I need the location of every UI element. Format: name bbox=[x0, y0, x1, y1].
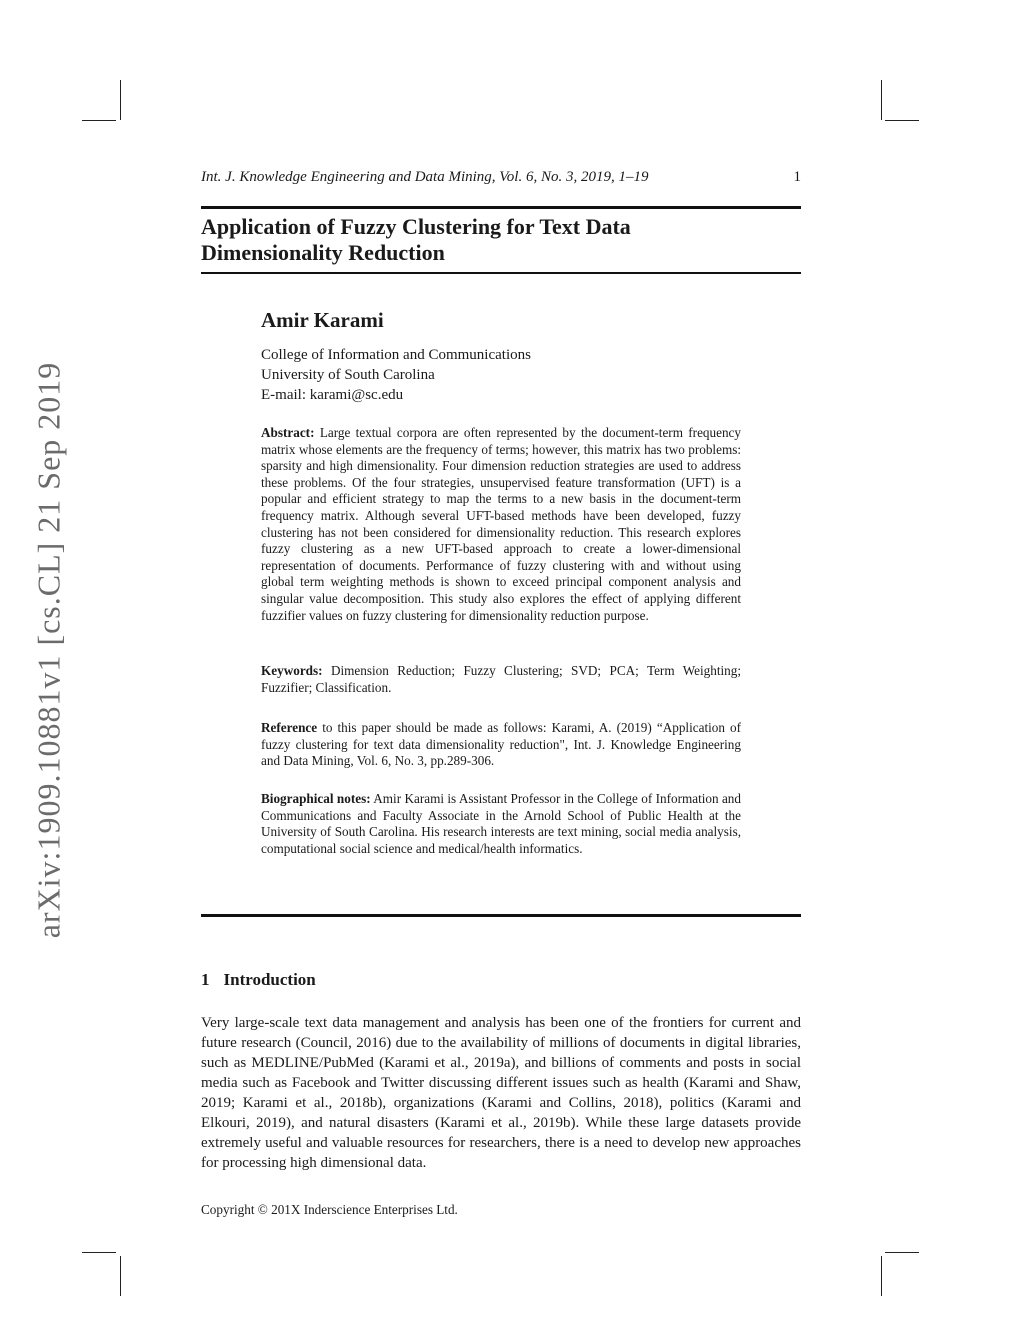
section-number: 1 bbox=[201, 970, 210, 989]
page-number: 1 bbox=[793, 169, 801, 185]
paper-title bbox=[201, 214, 801, 266]
reference-text: to this paper should be made as follows: Karami, A. (2019) “Application of fuzzy clustering for text data dimensionality reduction", Int. J. Knowledge Engineering and Data Mining, Vol. 6, No. 3, pp.289-306. bbox=[261, 720, 741, 769]
keywords bbox=[261, 663, 741, 696]
abstract-text: Large textual corpora are often represented by the document-term frequency matrix whose elements are the frequency of terms; however, this matrix has two problems: sparsity and high dimensionality. Four dimension reduction strategies are used to address these problems. Of the four strategies, unsupervised feature transformation (UFT) is a popular and efficient strategy to map the terms to a new basis in the document-term frequency matrix. Although several UFT-based methods have been developed, fuzzy clustering has not been considered for dimensionality reduction. This research explores fuzzy clustering as a new UFT-based approach to create a lower-dimensional representation of documents. Performance of fuzzy clustering with and without using global term weighting methods is shown to exceed principal component analysis and singular value decomposition. This study also explores the effect of applying different fuzzifier values on fuzzy clustering for dimensionality reduction purpose. bbox=[261, 425, 742, 623]
crop-mark bbox=[120, 1256, 121, 1296]
bio-text: Amir Karami is Assistant Professor in the College of Information and Communications and Faculty Associate in the Arnold School of Public Health at the University of South Carolina. His research interests are text mining, social media analysis, computational social science and medical/health informatics. bbox=[261, 791, 741, 856]
abstract-label: Abstract: bbox=[261, 425, 315, 440]
crop-mark bbox=[885, 120, 919, 121]
title-rule-bottom bbox=[201, 272, 801, 274]
bio-label: Biographical notes: bbox=[261, 791, 371, 806]
reference-label: Reference bbox=[261, 720, 318, 735]
copyright-notice: Copyright © 201X Inderscience Enterprises Ltd. bbox=[201, 1202, 458, 1217]
crop-mark bbox=[881, 1256, 882, 1296]
biographical-notes bbox=[261, 791, 741, 857]
affiliation-line: College of Information and Communications bbox=[261, 347, 531, 363]
reference-note bbox=[261, 720, 741, 770]
arxiv-identifier: arXiv:1909.10881v1 [cs.CL] 21 Sep 2019 bbox=[30, 361, 67, 939]
crop-mark bbox=[120, 80, 121, 120]
author-affiliation bbox=[261, 345, 531, 405]
section-heading bbox=[201, 970, 316, 990]
title-line: Dimensionality Reduction bbox=[201, 240, 445, 265]
keywords-label: Keywords: bbox=[261, 663, 323, 678]
front-matter-rule bbox=[201, 914, 801, 917]
affiliation-line: University of South Carolina bbox=[261, 367, 435, 383]
introduction-paragraph: Very large-scale text data management and analysis has been one of the frontiers for current and future research (Council, 2016) due to the availability of millions of documents in digital libraries, such as MEDLINE/PubMed (Karami et al., 2019a), and billions of comments and posts in social media such as Facebook and Twitter discussing different issues such as health (Karami and Shaw, 2019; Karami et al., 2018b), organizations (Karami and Collins, 2018), politics (Karami and Elkouri, 2019), and natural disasters (Karami et al., 2019b). While these large datasets provide extremely useful and valuable resources for researchers, there is a need to develop new approaches for processing high dimensional data. bbox=[201, 1015, 801, 1171]
running-head: Int. J. Knowledge Engineering and Data Mining, Vol. 6, No. 3, 2019, 1–19 bbox=[201, 169, 649, 185]
title-line: Application of Fuzzy Clustering for Text Data bbox=[201, 214, 631, 239]
section-title: Introduction bbox=[223, 970, 316, 989]
abstract bbox=[261, 425, 741, 624]
author-email: E-mail: karami@sc.edu bbox=[261, 387, 404, 403]
crop-mark bbox=[881, 80, 882, 120]
crop-mark bbox=[82, 120, 116, 121]
title-rule-top bbox=[201, 206, 801, 209]
crop-mark bbox=[885, 1252, 919, 1253]
author-name: Amir Karami bbox=[261, 308, 384, 332]
keywords-text: Dimension Reduction; Fuzzy Clustering; SVD; PCA; Term Weighting; Fuzzifier; Classification. bbox=[261, 663, 741, 695]
crop-mark bbox=[82, 1252, 116, 1253]
